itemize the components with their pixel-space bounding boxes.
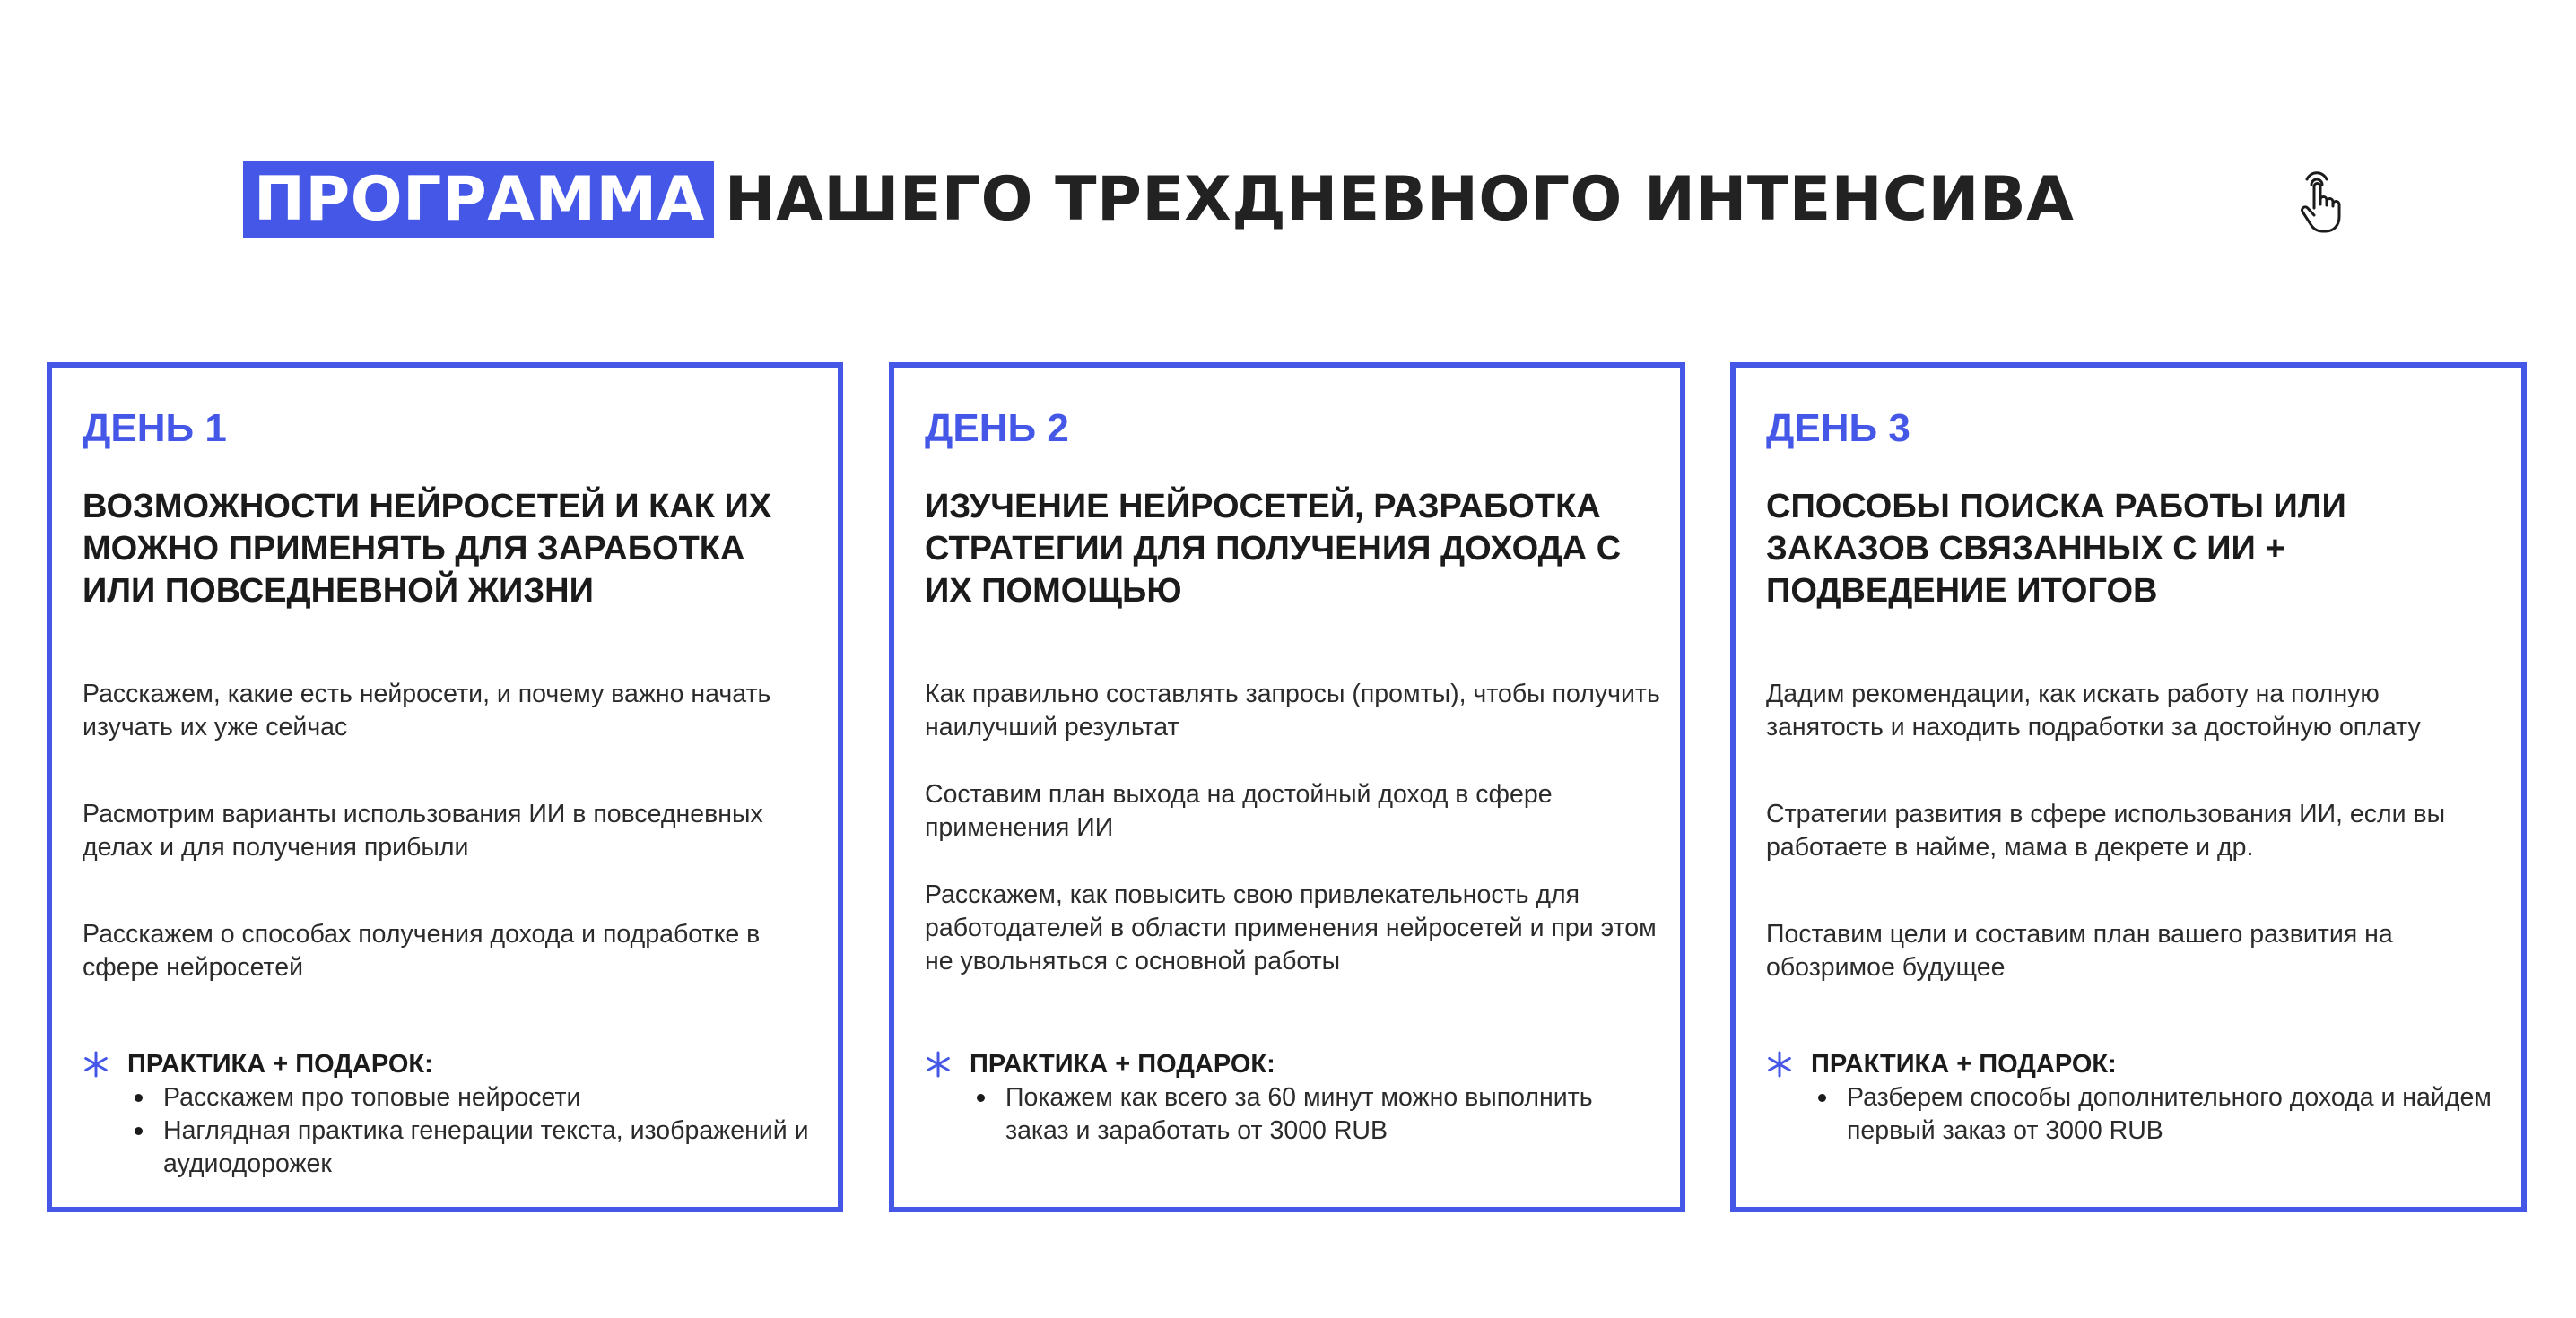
page-title: [243, 161, 2074, 238]
day-label: ДЕНЬ 3: [1766, 406, 1910, 450]
practice-label: ПРАКТИКА + ПОДАРОК:: [970, 1050, 1275, 1079]
asterisk-icon: [1766, 1051, 1793, 1078]
asterisk-icon: [925, 1051, 952, 1078]
practice-block: [1766, 1047, 2502, 1148]
hand-pointer-icon[interactable]: [2291, 167, 2354, 238]
day-card-3: [1730, 362, 2527, 1212]
asterisk-icon: [83, 1051, 109, 1078]
list-item: Расскажем про топовые нейросети: [127, 1081, 818, 1114]
day-paragraph: Составим план выхода на достойный доход в сфере применения ИИ: [925, 780, 1553, 842]
day-paragraph: Расскажем, какие есть нейросети, и почему важно начать изучать их уже сейчас: [83, 680, 771, 741]
day-paragraph: Расскажем, как повысить свою привлекательность для работодателей в области применения нейросетей и при этом не увольняться с основной работы: [925, 880, 1657, 975]
practice-block: [83, 1047, 818, 1181]
practice-list: [970, 1081, 1660, 1148]
practice-label: ПРАКТИКА + ПОДАРОК:: [127, 1050, 433, 1079]
day-paragraph: Поставим цели и составим план вашего развития на обозримое будущее: [1766, 920, 2393, 982]
list-item: Покажем как всего за 60 минут можно выполнить заказ и заработать от 3000 RUB: [970, 1081, 1660, 1148]
day-paragraph: Как правильно составлять запросы (промты), чтобы получить наилучший результат: [925, 680, 1660, 741]
day-title: ВОЗМОЖНОСТИ НЕЙРОСЕТЕЙ И КАК ИХ МОЖНО ПРИМЕНЯТЬ ДЛЯ ЗАРАБОТКА ИЛИ ПОВСЕДНЕВНОЙ ЖИЗНИ: [83, 488, 772, 610]
practice-label: ПРАКТИКА + ПОДАРОК:: [1811, 1050, 2117, 1079]
day-label: ДЕНЬ 2: [925, 406, 1069, 450]
practice-list: [127, 1081, 818, 1181]
title-highlight: ПРОГРАММА: [243, 161, 714, 238]
practice-block: [925, 1047, 1660, 1148]
day-title: СПОСОБЫ ПОИСКА РАБОТЫ ИЛИ ЗАКАЗОВ СВЯЗАННЫХ С ИИ + ПОДВЕДЕНИЕ ИТОГОВ: [1766, 488, 2346, 610]
title-rest: НАШЕГО ТРЕХДНЕВНОГО ИНТЕНСИВА: [724, 164, 2075, 235]
day-paragraph: Расскажем о способах получения дохода и подработке в сфере нейросетей: [83, 920, 761, 982]
day-title: ИЗУЧЕНИЕ НЕЙРОСЕТЕЙ, РАЗРАБОТКА СТРАТЕГИИ ДЛЯ ПОЛУЧЕНИЯ ДОХОДА С ИХ ПОМОЩЬЮ: [925, 488, 1622, 610]
day-label: ДЕНЬ 1: [83, 406, 227, 450]
list-item: Наглядная практика генерации текста, изображений и аудиодорожек: [127, 1114, 818, 1181]
day-paragraph: Дадим рекомендации, как искать работу на полную занятость и находить подработки за достойную оплату: [1766, 680, 2421, 741]
day-card-1: [47, 362, 843, 1212]
day-card-2: [889, 362, 1685, 1212]
day-paragraph: Расмотрим варианты использования ИИ в повседневных делах и для получения прибыли: [83, 800, 763, 862]
practice-list: [1811, 1081, 2502, 1148]
day-paragraph: Стратегии развития в сфере использования ИИ, если вы работаете в найме, мама в декрете и др.: [1766, 800, 2446, 862]
list-item: Разберем способы дополнительного дохода и найдем первый заказ от 3000 RUB: [1811, 1081, 2502, 1148]
